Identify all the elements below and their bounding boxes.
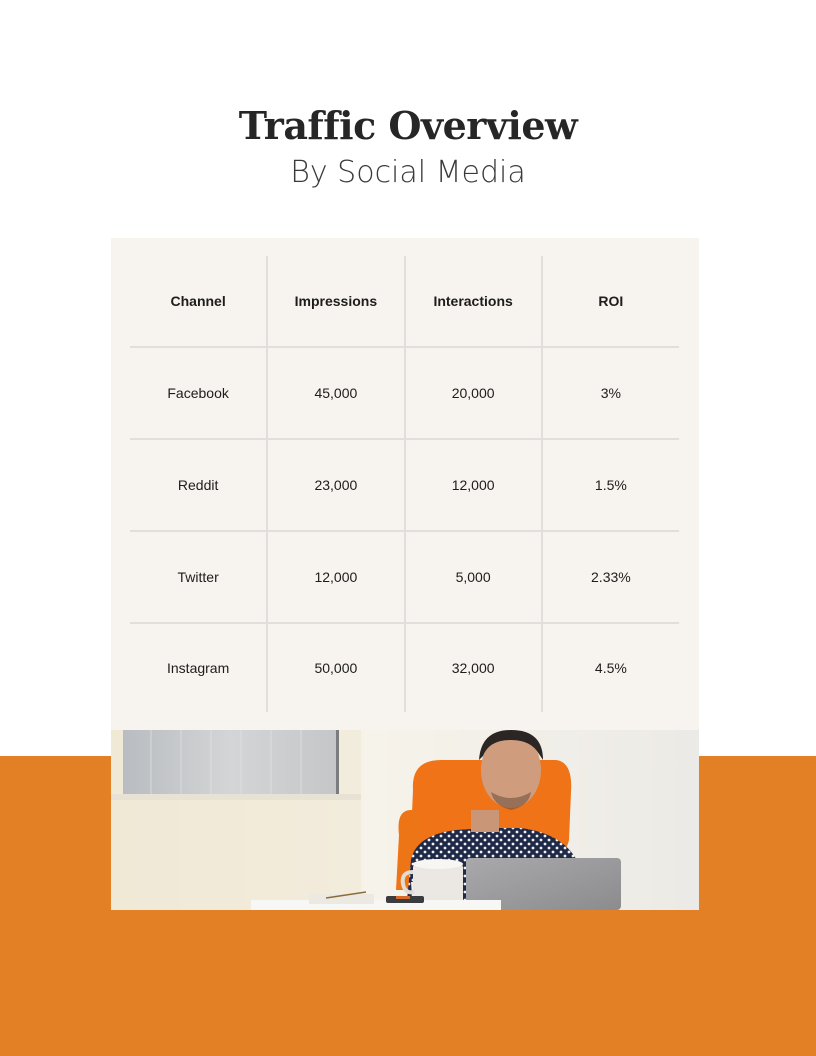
table-row	[130, 531, 679, 623]
cell-impressions: 12,000	[267, 531, 404, 623]
column-header-impressions: Impressions	[267, 256, 404, 347]
cell-roi: 3%	[542, 347, 679, 439]
cell-channel: Reddit	[130, 439, 267, 531]
cell-channel: Twitter	[130, 531, 267, 623]
page-subtitle: By Social Media	[290, 155, 526, 190]
cell-impressions: 45,000	[267, 347, 404, 439]
cell-impressions: 23,000	[267, 439, 404, 531]
page-title: Traffic Overview	[238, 103, 578, 148]
table-row	[130, 347, 679, 439]
man-at-laptop-illustration	[111, 730, 699, 910]
table-panel	[111, 238, 699, 730]
column-header-interactions: Interactions	[405, 256, 542, 347]
office-photo	[111, 730, 699, 910]
table-row	[130, 439, 679, 531]
cell-interactions: 20,000	[405, 347, 542, 439]
cell-roi: 4.5%	[542, 623, 679, 712]
column-header-roi: ROI	[542, 256, 679, 347]
cell-roi: 1.5%	[542, 439, 679, 531]
cell-roi: 2.33%	[542, 531, 679, 623]
cell-impressions: 50,000	[267, 623, 404, 712]
table-row	[130, 623, 679, 712]
cell-channel: Facebook	[130, 347, 267, 439]
cell-interactions: 32,000	[405, 623, 542, 712]
cell-interactions: 12,000	[405, 439, 542, 531]
table-header-row	[130, 256, 679, 347]
cell-interactions: 5,000	[405, 531, 542, 623]
cell-channel: Instagram	[130, 623, 267, 712]
traffic-table	[130, 256, 679, 712]
column-header-channel: Channel	[170, 293, 226, 309]
